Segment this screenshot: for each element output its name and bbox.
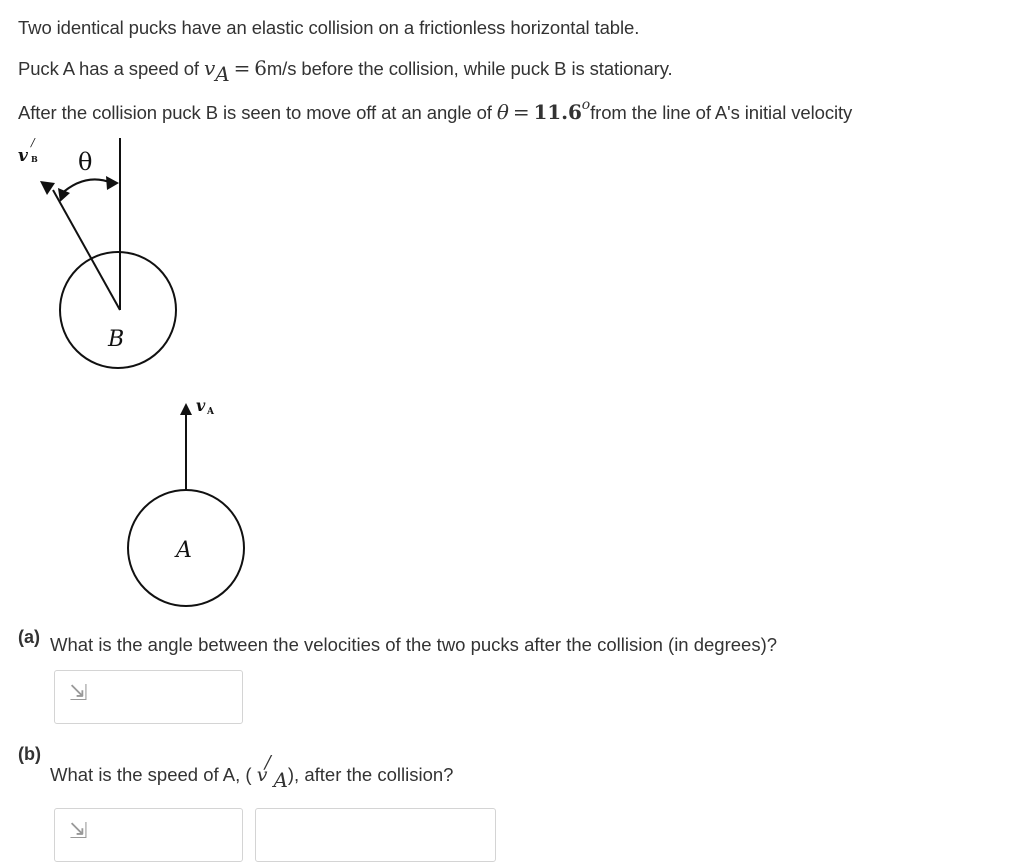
vb-label-sub: B [31, 154, 38, 164]
part-b-question [50, 752, 454, 792]
puck-b-label: B [108, 327, 125, 352]
va-label: v [196, 396, 206, 415]
va-symbol: v [204, 56, 216, 80]
va-prime-subscript: A [273, 768, 288, 792]
part-a-question: What is the angle between the velocities of the two pucks after the collision (in degrees)? [50, 634, 778, 655]
problem-line-3-post: from the line of A's initial velocity [590, 102, 853, 123]
puck-a-label: A [176, 538, 192, 563]
va-label-sub: A [207, 407, 214, 417]
problem-line-2-post: m/s before the collision, while puck B is stationary. [266, 58, 673, 79]
theta-symbol: θ [496, 100, 509, 124]
vb-label: v [18, 146, 28, 166]
problem-line-3-pre: After the collision puck B is seen to move off at an angle of [18, 102, 497, 123]
part-b-answer-input[interactable] [54, 808, 243, 862]
va-prime-symbol: v [256, 764, 268, 786]
va-value: 6 [254, 56, 267, 80]
problem-line-2-pre: Puck A has a speed of [18, 58, 205, 79]
theta-value: 11.6 [533, 100, 582, 124]
part-b-label: (b) [18, 744, 41, 764]
part-b-question-post: ), after the collision? [287, 764, 454, 785]
part-a-label: (a) [18, 627, 40, 647]
vb-label-prime: / [31, 136, 35, 149]
theta-label: θ [78, 148, 93, 176]
part-a-answer-input[interactable] [54, 670, 243, 724]
problem-line-1-text: Two identical pucks have an elastic collision on a frictionless horizontal table. [18, 17, 640, 38]
va-prime-mark: / [264, 752, 271, 773]
part-b-units-input[interactable] [255, 808, 496, 862]
part-b-question-pre: What is the speed of A, ( [50, 764, 257, 785]
equals-sign: = [233, 56, 251, 80]
answer-symbol-icon[interactable]: ⇲ [69, 819, 88, 844]
answer-symbol-icon[interactable]: ⇲ [69, 681, 88, 706]
equals-sign-2: = [512, 100, 530, 124]
vb-arrowhead [40, 181, 55, 195]
va-subscript: A [215, 62, 230, 86]
theta-arc-arrow-left [58, 188, 70, 202]
theta-arc-arrow-right [106, 176, 119, 190]
degree-symbol: o [581, 97, 591, 113]
va-arrowhead [180, 403, 192, 415]
